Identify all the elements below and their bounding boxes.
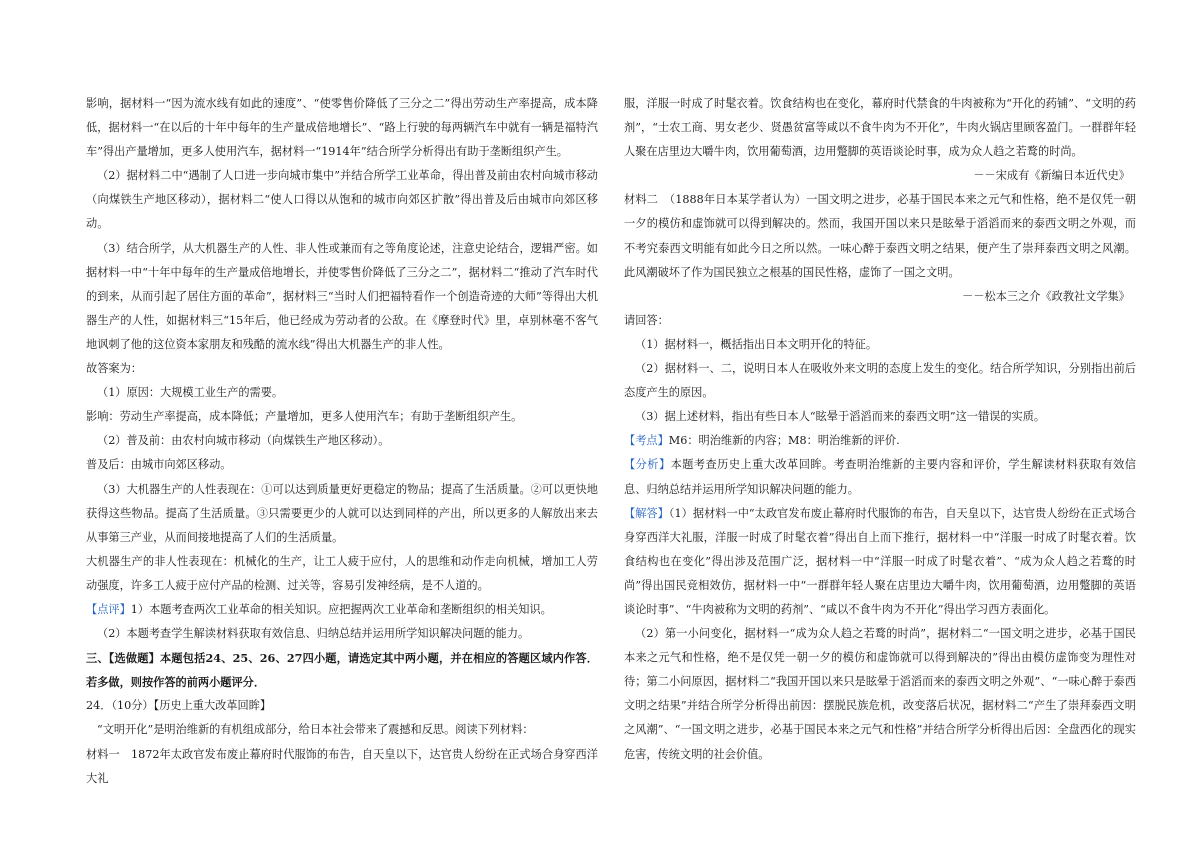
question-item: （3）据上述材料，指出有些日本人“眩晕于滔滔而来的泰西文明”这一错误的实质。: [635, 410, 1046, 424]
paragraph: “文明开化”是明治维新的有机组成部分，给日本社会带来了震撼和反思。阅读下列材料：: [97, 723, 534, 737]
paragraph: 普及后：由城市向郊区移动。: [86, 458, 232, 472]
source-citation: －－宋成有《新编日本近代史》: [973, 169, 1130, 183]
paragraph: 大机器生产的非人性表现在：机械化的生产，让工人疲于应付，人的思维和动作走向机械，增加工人劳动强度，许多工人疲于应付产品的检测、过关等，容易引发神经病，是不人道的。: [86, 554, 598, 592]
paragraph: 请回答：: [624, 313, 669, 327]
paragraph: （1）原因：大规模工业生产的需要。: [97, 386, 284, 400]
knowledge-point-tag: 【考点】: [624, 434, 669, 448]
comment-paragraph: [86, 598, 598, 622]
question-heading: 24．（10分）【历史上重大改革回眸】: [86, 699, 272, 713]
knowledge-point-paragraph: [624, 429, 1136, 453]
paragraph: 影响，据材料一“因为流水线有如此的速度”、“使零售价降低了三分之二”得出劳动生产率提高，成本降低，据材料一“在以后的十年中每年的生产量成倍地增长”、“路上行驶的每两辆汽车中就有一辆是福特汽车”得出产量增加，更多人使用汽车，据材料一“1914年”结合所学分析得出有助于垄断组织产生。: [86, 97, 598, 159]
paragraph: 故答案为：: [86, 362, 142, 376]
question-item: （1）据材料一，概括指出日本文明开化的特征。: [635, 337, 878, 351]
paragraph: 影响：劳动生产率提高，成本降低；产量增加，更多人使用汽车；有助于垄断组织产生。: [86, 410, 523, 424]
paragraph: （2）本题考查学生解读材料获取有效信息、归纳总结并运用所学知识解决问题的能力。: [97, 627, 530, 641]
question-item: （2）据材料一、二，说明日本人在吸收外来文明的态度上发生的变化。结合所学知识，分别指出前后态度产生的原因。: [624, 362, 1136, 400]
material-paragraph: 材料一 1872年太政官发布废止幕府时代服饰的布告，自天皇以下，达官贵人纷纷在正式场合身穿西洋大礼: [86, 747, 598, 785]
material-paragraph: 材料二 （1888年日本某学者认为）一国文明之进步，必基于国民本来之元气和性格，绝不是仅凭一朝一夕的模仿和虚饰就可以得到解决的。然而，我国开国以来只是眩晕于滔滔而来的泰西文明之外观，而不考究泰西文明能有如此今日之所以然。一味心醉于泰西文明之结果，便产生了崇拜泰西文明之风潮。此风潮破坏了作为国民独立之根基的国民性格，虚饰了一国之文明。: [624, 193, 1136, 279]
solution-text: （1）据材料一中“太政官发布废止幕府时代服饰的布告，自天皇以下，达官贵人纷纷在正式场合身穿西洋大礼服，洋服一时成了时髦衣着”得出自上而下推行，据材料一中“洋服一时成了时髦衣着。饮食结构也在变化”得出涉及范围广泛，据材料一中“洋服一时成了时髦衣着”、“成为众人趋之若鹜的时尚”得出国民竞相效仿，据材料一中“一群群年轻人聚在店里边大嚼牛肉，饮用葡萄酒，边用蹩脚的英语谈论时事”、“牛肉被称为文明的药剂”、“咸以不食牛肉为不开化”得出学习西方表面化。: [624, 506, 1136, 616]
paragraph: （2）第一小问变化，据材料一“成为众人趋之若鹜的时尚”，据材料二“一国文明之进步，必基于国民本来之元气和性格，绝不是仅凭一朝一夕的模仿和虚饰就可以得到解决的”得出由模仿虚饰变为理性对待；第二小问原因，据材料二“我国开国以来只是眩晕于滔滔而来的泰西文明之外观”、“一味心醉于泰西文明之结果”并结合所学分析得出前因：摆脱民族危机，改变落后状况，据材料二“产生了崇拜泰西文明之风潮”、“一国文明之进步，必基于国民本来之元气和性格”并结合所学分析得出后因：全盘西化的现实危害，传统文明的社会价值。: [624, 627, 1136, 761]
analysis-tag: 【分析】: [624, 458, 671, 472]
solution-tag: 【解答】: [624, 506, 669, 520]
comment-text: 1）本题考查两次工业革命的相关知识。应把握两次工业革命和垄断组织的相关知识。: [130, 602, 552, 616]
right-column: [624, 92, 1136, 767]
analysis-text: 本题考查历史上重大改革回眸。考查明治维新的主要内容和评价，学生解读材料获取有效信息、归纳总结并运用所学知识解决问题的能力。: [624, 458, 1136, 496]
analysis-paragraph: [624, 453, 1136, 501]
paragraph: （2）据材料二中“遇制了人口进一步向城市集中”并结合所学工业革命，得出普及前由农村向城市移动（向煤铁生产地区移动），据材料二“使人口得以从饱和的城市向郊区扩散”得出普及后由城市向郊区移动。: [86, 169, 598, 231]
paragraph: 服，洋服一时成了时髦衣着。饮食结构也在变化，幕府时代禁食的牛肉被称为“开化的药铺”、“文明的药剂”，“士农工商、男女老少、贤愚贫富等咸以不食牛肉为不开化”，牛肉火锅店里顾客盈门。一群群年轻人聚在店里边大嚼牛肉，饮用葡萄酒，边用蹩脚的英语谈论时事，成为众人趋之若鹜的时尚。: [624, 97, 1136, 159]
paragraph: （2）普及前：由农村向城市移动（向煤铁生产地区移动）。: [97, 434, 390, 448]
comment-tag: 【点评】: [86, 602, 131, 616]
solution-paragraph: [624, 502, 1136, 622]
left-column: [86, 92, 598, 791]
paragraph: （3）大机器生产的人性表现在：①可以达到质量更好更稳定的物品；提高了生活质量。②可以更快地获得这些物品。提高了生活质量。③只需要更少的人就可以达到同样的产出，所以更多的人解放出来去从事第三产业，从而间接地提高了人们的生活质量。: [86, 482, 598, 544]
knowledge-point-text: M6：明治维新的内容；M8：明治维新的评价.: [668, 434, 900, 448]
section-heading: 三、【选做题】本题包括24、25、26、27四小题，请选定其中两小题，并在相应的答题区域内作答．若多做，则按作答的前两小题评分．: [86, 651, 598, 690]
paragraph: （3）结合所学，从大机器生产的人性、非人性或兼而有之等角度论述，注意史论结合，逻辑严密。如据材料一中“十年中每年的生产量成倍地增长，并使零售价降低了三分之二”，据材料二“推动了汽车时代的到来，从而引起了居住方面的革命”，据材料三“当时人们把福特看作一个创造奇迹的大师”等得出大机器生产的人性，如据材料三“15年后，他已经成为劳动者的公敌。在《摩登时代》里，卓别林毫不客气地讽刺了他的这位资本家朋友和残酷的流水线”得出大机器生产的非人性。: [86, 241, 598, 351]
source-citation: －－松本三之介《政教社文学集》: [962, 289, 1130, 303]
